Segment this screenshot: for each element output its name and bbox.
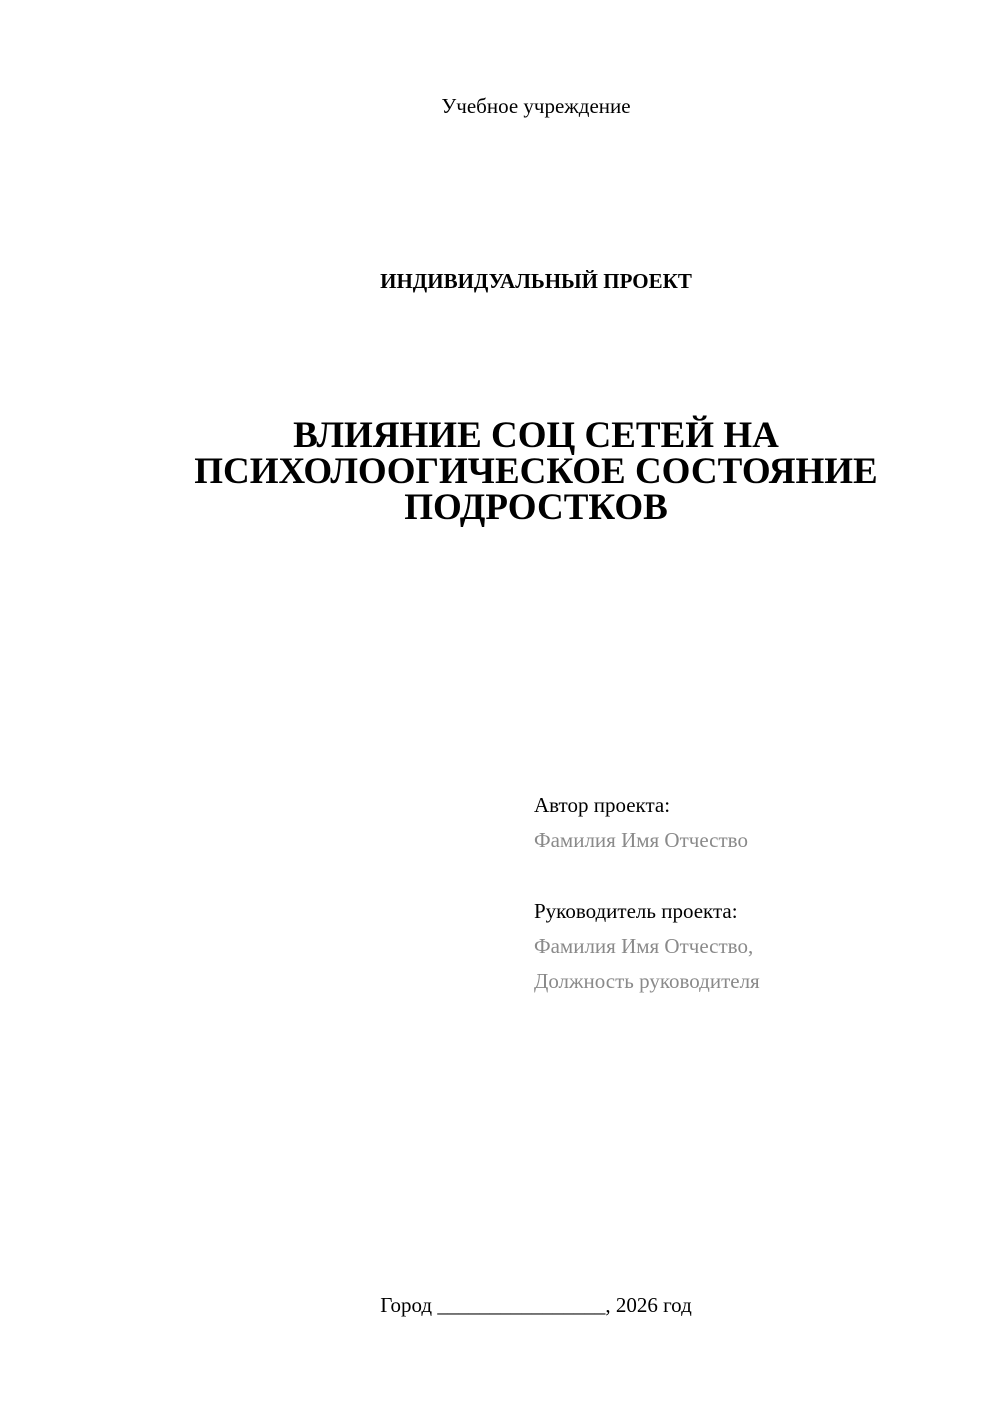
supervisor-position: Должность руководителя <box>534 969 760 993</box>
supervisor-label: Руководитель проекта: <box>534 899 738 923</box>
title-line: ПОДРОСТКОВ <box>404 487 668 528</box>
project-title <box>150 415 922 528</box>
document-type: ИНДИВИДУАЛЬНЫЙ ПРОЕКТ <box>380 269 692 293</box>
author-label: Автор проекта: <box>534 793 671 817</box>
institution-name: Учебное учреждение <box>441 94 631 118</box>
credits-block <box>534 788 974 999</box>
author-name: Фамилия Имя Отчество <box>534 828 748 852</box>
credits-spacer <box>534 858 974 894</box>
title-line: ПСИХОЛООГИЧЕСКОЕ СОСТОЯНИЕ <box>194 451 878 492</box>
city-year-line: Город ________________, 2026 год <box>380 1293 692 1317</box>
supervisor-name: Фамилия Имя Отчество, <box>534 934 754 958</box>
title-line: ВЛИЯНИЕ СОЦ СЕТЕЙ НА <box>293 415 779 456</box>
